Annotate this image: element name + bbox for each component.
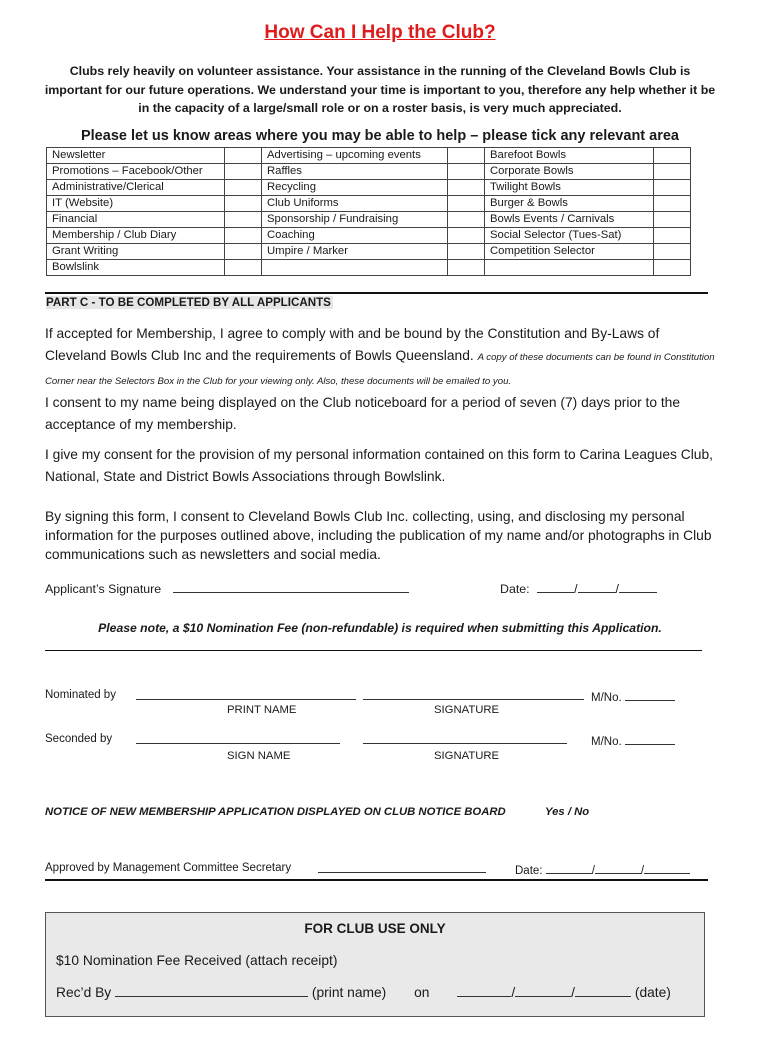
area-label: Social Selector (Tues-Sat) bbox=[485, 228, 654, 244]
date-year-field[interactable] bbox=[619, 581, 657, 593]
recd-year-field[interactable] bbox=[575, 985, 631, 997]
table-row bbox=[47, 196, 691, 212]
applicant-signature-field[interactable] bbox=[173, 581, 409, 593]
area-label: Recycling bbox=[262, 180, 448, 196]
area-label: Bowls Events / Carnivals bbox=[485, 212, 654, 228]
table-row bbox=[47, 148, 691, 164]
mno-label: M/No. bbox=[591, 692, 622, 704]
nominated-by-label: Nominated by bbox=[45, 689, 116, 701]
table-row bbox=[47, 244, 691, 260]
noticeboard-consent: I consent to my name being displayed on the Club noticeboard for a period of seven (7) days prior to the acceptance of my membership. bbox=[45, 395, 681, 432]
tick-box[interactable] bbox=[654, 196, 691, 212]
tick-box[interactable] bbox=[225, 244, 262, 260]
received-by-row bbox=[56, 985, 671, 1000]
print-name-hint: (print name) bbox=[311, 985, 387, 1000]
nominator-mno-field[interactable] bbox=[625, 689, 675, 701]
signature-caption: SIGNATURE bbox=[434, 750, 500, 762]
club-use-title: FOR CLUB USE ONLY bbox=[304, 921, 446, 936]
tick-box[interactable] bbox=[225, 212, 262, 228]
approval-date-row bbox=[515, 862, 690, 877]
area-label: Twilight Bowls bbox=[485, 180, 654, 196]
tick-box[interactable] bbox=[448, 148, 485, 164]
area-label: Membership / Club Diary bbox=[47, 228, 225, 244]
approval-year-field[interactable] bbox=[644, 862, 690, 874]
notice-label: NOTICE OF NEW MEMBERSHIP APPLICATION DISPLAYED ON CLUB NOTICE BOARD bbox=[45, 806, 506, 818]
sign-name-caption: SIGN NAME bbox=[227, 750, 291, 762]
area-label: IT (Website) bbox=[47, 196, 225, 212]
tick-box[interactable] bbox=[654, 212, 691, 228]
tick-box[interactable] bbox=[654, 180, 691, 196]
seconder-signature-field[interactable] bbox=[363, 732, 567, 744]
area-label: Umpire / Marker bbox=[262, 244, 448, 260]
recd-month-field[interactable] bbox=[515, 985, 571, 997]
seconder-name-field[interactable] bbox=[136, 732, 340, 744]
area-label: Promotions – Facebook/Other bbox=[47, 164, 225, 180]
area-label: Corporate Bowls bbox=[485, 164, 654, 180]
date-month-field[interactable] bbox=[578, 581, 616, 593]
applicant-date-row bbox=[500, 581, 657, 596]
nominator-mno bbox=[591, 689, 675, 704]
recd-day-field[interactable] bbox=[457, 985, 511, 997]
area-label: Advertising – upcoming events bbox=[262, 148, 448, 164]
nominator-name-field[interactable] bbox=[136, 688, 356, 700]
approval-month-field[interactable] bbox=[595, 862, 641, 874]
divider bbox=[45, 292, 708, 294]
print-name-caption: PRINT NAME bbox=[227, 704, 297, 716]
table-row bbox=[47, 212, 691, 228]
date-separator: / bbox=[511, 985, 516, 1000]
date-hint: (date) bbox=[634, 985, 671, 1000]
page-title: How Can I Help the Club? bbox=[264, 22, 496, 43]
approved-by-label: Approved by Management Committee Secretary bbox=[45, 862, 292, 874]
area-label: Administrative/Clerical bbox=[47, 180, 225, 196]
date-separator: / bbox=[615, 582, 619, 596]
tick-box[interactable] bbox=[448, 164, 485, 180]
tick-box[interactable] bbox=[448, 228, 485, 244]
agreement-note: A copy of these documents can be found in Constitution Corner near the Selectors Box in the Club for your viewing only. Also, these documents will be emailed to you. bbox=[45, 352, 715, 387]
area-label: Burger & Bowls bbox=[485, 196, 654, 212]
nominator-signature-field[interactable] bbox=[363, 688, 584, 700]
tick-box[interactable] bbox=[225, 180, 262, 196]
agreement-text: If accepted for Membership, I agree to comply with and be bound by the Constitution and By-Laws of Cleveland Bowls Club Inc and the requirements of Bowls Queensland. bbox=[45, 326, 660, 363]
area-label: Bowlslink bbox=[47, 260, 225, 276]
area-label bbox=[485, 260, 654, 276]
area-label: Competition Selector bbox=[485, 244, 654, 260]
tick-box[interactable] bbox=[225, 196, 262, 212]
secretary-field[interactable] bbox=[318, 861, 486, 873]
yes-no-option[interactable]: Yes / No bbox=[545, 806, 590, 818]
on-label: on bbox=[414, 985, 430, 1000]
tick-box[interactable] bbox=[225, 164, 262, 180]
seconded-by-label: Seconded by bbox=[45, 733, 113, 745]
table-row bbox=[47, 180, 691, 196]
area-label: Raffles bbox=[262, 164, 448, 180]
intro-text: Clubs rely heavily on volunteer assistance. Your assistance in the running of the Cleveland Bowls Club is important for our future operations. We understand your time is important to you, therefore any help whether it be in the capacity of a large/small role or on a roster basis, is very much appreciated. bbox=[44, 64, 716, 115]
area-label: Sponsorship / Fundraising bbox=[262, 212, 448, 228]
applicant-signature-row bbox=[45, 581, 409, 596]
tick-heading: Please let us know areas where you may be able to help – please tick any relevant area bbox=[80, 128, 679, 144]
tick-box[interactable] bbox=[654, 164, 691, 180]
tick-box[interactable] bbox=[654, 244, 691, 260]
table-row bbox=[47, 228, 691, 244]
signature-caption: SIGNATURE bbox=[434, 704, 500, 716]
tick-box[interactable] bbox=[448, 244, 485, 260]
tick-box[interactable] bbox=[225, 260, 262, 276]
recd-by-field[interactable] bbox=[115, 985, 308, 997]
information-consent: I give my consent for the provision of my personal information contained on this form to Carina Leagues Club, National, State and District Bowls Associations through Bowlslink. bbox=[45, 447, 713, 484]
tick-box[interactable] bbox=[448, 212, 485, 228]
divider bbox=[45, 650, 702, 651]
recd-by-label: Rec’d By bbox=[56, 985, 112, 1000]
area-label bbox=[262, 260, 448, 276]
tick-box[interactable] bbox=[654, 148, 691, 164]
area-label: Grant Writing bbox=[47, 244, 225, 260]
publication-consent: By signing this form, I consent to Cleveland Bowls Club Inc. collecting, using, and disclosing my personal information for the purposes outlined above, including the publication of my name and/or photographs in Club communications such as newsletters and social media. bbox=[45, 509, 712, 562]
membership-agreement bbox=[45, 323, 717, 393]
area-label: Barefoot Bowls bbox=[485, 148, 654, 164]
area-label: Club Uniforms bbox=[262, 196, 448, 212]
tick-box[interactable] bbox=[654, 260, 691, 276]
area-label: Coaching bbox=[262, 228, 448, 244]
seconder-mno bbox=[591, 733, 675, 748]
tick-box[interactable] bbox=[225, 228, 262, 244]
date-label: Date: bbox=[500, 582, 530, 596]
date-separator: / bbox=[640, 865, 645, 877]
tick-box[interactable] bbox=[225, 148, 262, 164]
mno-label: M/No. bbox=[591, 736, 622, 748]
tick-box[interactable] bbox=[448, 180, 485, 196]
date-separator: / bbox=[591, 865, 595, 877]
nomination-fee-note: Please note, a $10 Nomination Fee (non-refundable) is required when submitting this Application. bbox=[98, 621, 662, 635]
club-use-box bbox=[45, 912, 705, 1017]
area-label: Newsletter bbox=[47, 148, 225, 164]
date-separator: / bbox=[574, 582, 578, 596]
approval-day-field[interactable] bbox=[546, 862, 592, 874]
table-row bbox=[47, 164, 691, 180]
table-row bbox=[47, 260, 691, 276]
area-label: Financial bbox=[47, 212, 225, 228]
fee-received-text: $10 Nomination Fee Received (attach receipt) bbox=[56, 953, 338, 968]
date-separator: / bbox=[571, 985, 576, 1000]
applicant-signature-label: Applicant’s Signature bbox=[45, 582, 162, 596]
part-c-heading: PART C - TO BE COMPLETED BY ALL APPLICANTS bbox=[46, 296, 331, 309]
divider bbox=[45, 879, 708, 881]
tick-box[interactable] bbox=[654, 228, 691, 244]
date-label: Date: bbox=[515, 865, 543, 877]
help-areas-table bbox=[46, 147, 691, 276]
tick-box[interactable] bbox=[448, 260, 485, 276]
seconder-mno-field[interactable] bbox=[625, 733, 675, 745]
tick-box[interactable] bbox=[448, 196, 485, 212]
date-day-field[interactable] bbox=[537, 581, 574, 593]
